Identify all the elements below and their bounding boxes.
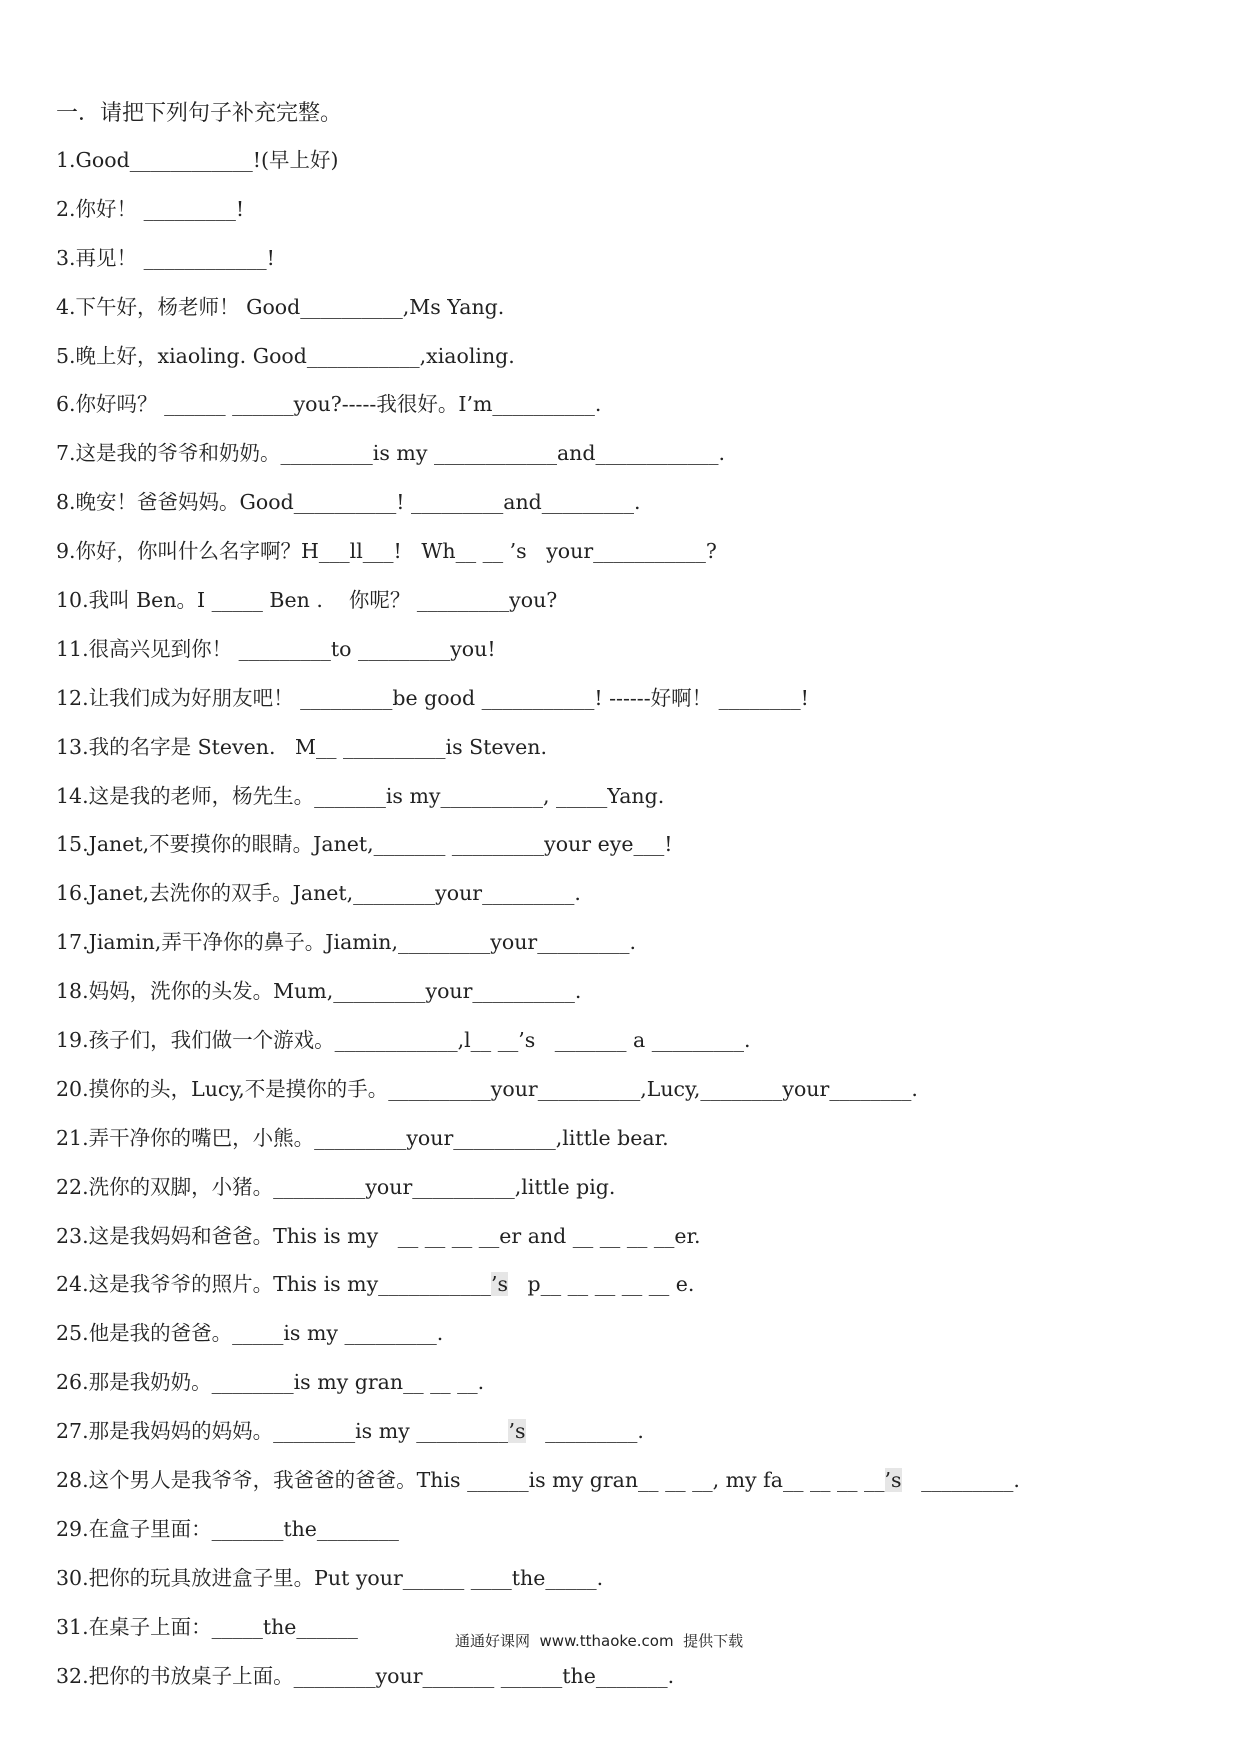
exercise-text: 6.你好吗？ ______ ______you?-----我很好。I’m__________. [56,392,602,417]
exercise-item [56,1074,1236,1123]
exercise-text: 30.把你的玩具放进盒子里。Put your______ ____the_____. [56,1565,604,1590]
exercise-text: 23.这是我妈妈和爸爸。This is my __ __ __ __er and __ __ __ __er. [56,1223,701,1248]
exercise-text: 32.把你的书放桌子上面。________your_______ ______the_______. [56,1663,675,1688]
exercise-text: 1.Good____________!(早上好) [56,148,339,172]
exercise-item [56,487,1236,536]
exercise-text: 14.这是我的老师，杨先生。_______is my__________, _____Yang. [56,783,665,808]
exercise-text: 12.让我们成为好朋友吧！ _________be good ___________! ------好啊！ ________! [56,685,809,710]
exercise-text: 18.妈妈，洗你的头发。Mum,_________your__________. [56,979,582,1004]
exercise-item [56,1025,1236,1074]
exercise-text: 17.Jiamin,弄干净你的鼻子。Jiamin,_________your_________. [56,930,636,955]
section-heading: 一．请把下列句子补充完整。 [56,101,343,126]
exercise-text: 11.很高兴见到你！ _________to _________you! [56,636,496,661]
exercise-item [56,683,1236,732]
exercise-text: 31.在桌子上面：_____the______ [56,1614,358,1639]
exercise-item [56,292,1236,341]
exercise-text: 21.弄干净你的嘴巴，小熊。_________your__________,little bear. [56,1125,669,1150]
exercise-text: 28.这个男人是我爷爷，我爸爸的爸爸。This ______is my gran__ __ __, my fa__ __ __ __ [56,1468,885,1493]
exercise-text: 26.那是我奶奶。________is my gran__ __ __. [56,1370,485,1395]
exercise-text: 24.这是我爷爷的照片。This is my___________ [56,1272,491,1297]
exercise-text: 13.我的名字是 Steven. M__ __________is Steven. [56,734,547,759]
exercise-item [56,145,1236,194]
highlighted-text: ’s [884,1468,902,1493]
exercise-item [56,878,1236,927]
exercise-item [56,976,1236,1025]
exercise-text: 3.再见！ ____________! [56,245,275,270]
exercise-text: _________. [525,1419,644,1444]
exercise-text: 25.他是我的爸爸。_____is my _________. [56,1321,444,1346]
highlighted-text: ’s [508,1419,526,1444]
exercise-text: 16.Janet,去洗你的双手。Janet,________your_________. [56,881,581,906]
exercise-item [56,927,1236,976]
exercise-text: 22.洗你的双脚，小猪。_________your__________,little pig. [56,1174,616,1199]
exercise-text: 5.晚上好，xiaoling. Good___________,xiaoling. [56,343,515,368]
exercise-item [56,829,1236,878]
exercise-text: 19.孩子们，我们做一个游戏。____________,l__ __’s _______ a _________. [56,1028,751,1053]
exercise-text: 20.摸你的头，Lucy,不是摸你的手。__________your__________,Lucy,________your________. [56,1076,918,1101]
exercise-text: 8.晚安！爸爸妈妈。Good__________! _________and_________. [56,490,641,515]
exercise-item [56,1367,1236,1416]
exercise-item [56,341,1236,390]
exercise-item [56,1514,1236,1563]
exercise-item [56,243,1236,292]
exercise-item [56,1661,1236,1710]
exercise-text: 9.你好，你叫什么名字啊？H___ll___! Wh__ __ ’s your___________? [56,539,717,564]
exercise-text: _________. [901,1468,1020,1493]
exercise-item [56,1563,1236,1612]
exercise-item [56,1269,1236,1318]
exercise-text: 10.我叫 Ben。I _____ Ben . 你呢？ _________you? [56,588,558,613]
exercise-text: 4.下午好，杨老师！ Good__________,Ms Yang. [56,294,505,319]
exercise-item [56,1172,1236,1221]
exercise-item [56,438,1236,487]
exercise-text: 29.在盒子里面：_______the________ [56,1516,399,1541]
footer-watermark: 通通好课网 www.tthaoke.com 提供下载 [455,1632,744,1650]
exercise-item [56,585,1236,634]
exercise-item [56,1416,1236,1465]
exercise-item [56,1123,1236,1172]
exercise-item [56,634,1236,683]
exercise-text: 2.你好！ _________! [56,196,245,221]
exercise-item [56,1465,1236,1514]
exercise-item [56,1318,1236,1367]
exercise-item [56,1221,1236,1270]
exercise-list [56,145,1236,1710]
exercise-text: p__ __ __ __ __ e. [507,1272,695,1297]
exercise-text: 27.那是我妈妈的妈妈。________is my _________ [56,1419,509,1444]
exercise-item [56,194,1236,243]
exercise-item [56,732,1236,781]
exercise-item [56,781,1236,830]
exercise-item [56,389,1236,438]
exercise-text: 7.这是我的爷爷和奶奶。_________is my ____________and____________. [56,441,726,466]
exercise-item [56,536,1236,585]
exercise-text: 15.Janet,不要摸你的眼睛。Janet,_______ _________your eye___! [56,832,673,857]
highlighted-text: ’s [490,1272,508,1297]
